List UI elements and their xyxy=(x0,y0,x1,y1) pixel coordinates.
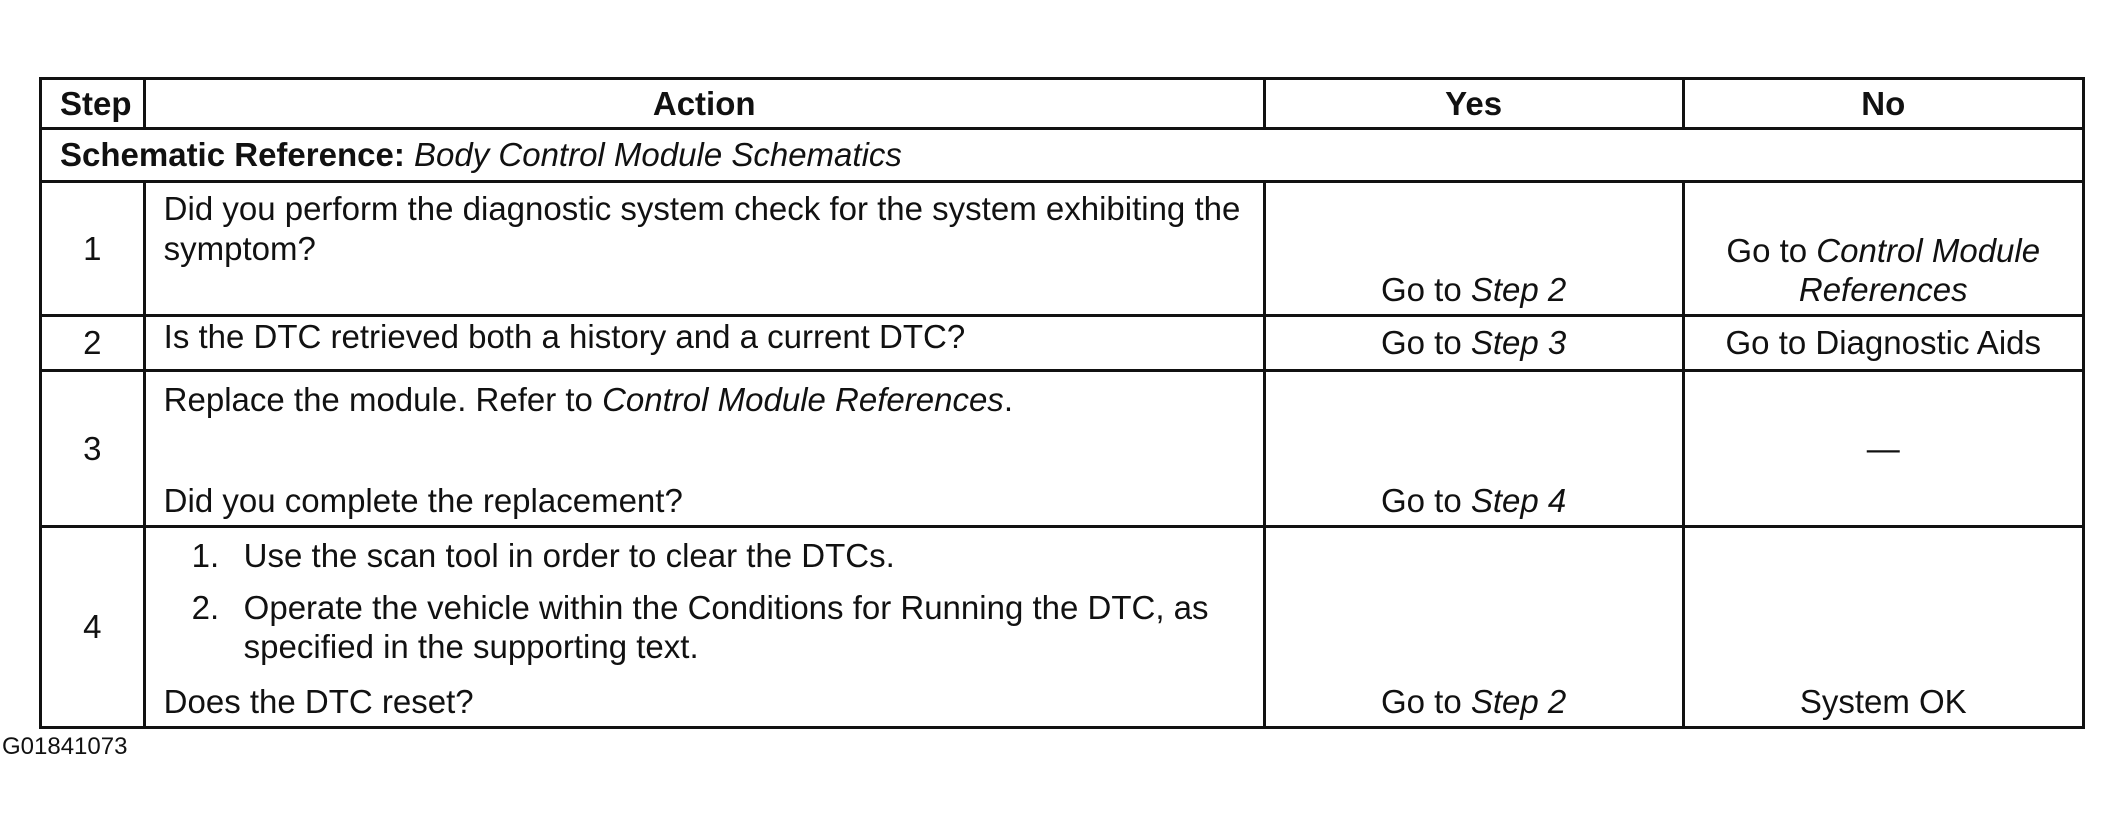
yes-cell xyxy=(1264,182,1683,316)
header-yes: Yes xyxy=(1264,79,1683,129)
no-reference-link[interactable]: Control Module References xyxy=(1798,231,2041,309)
action-text: Did you perform the diagnostic system check for the system exhibiting the symptom? xyxy=(144,182,1264,316)
list-item: 2. Operate the vehicle within the Conditions for Running the DTC, as specified in the supporting text. xyxy=(191,588,1209,666)
yes-prefix: Go to xyxy=(1380,324,1471,362)
yes-step-link[interactable]: Step 2 xyxy=(1470,271,1567,309)
yes-step-link[interactable]: Step 3 xyxy=(1470,324,1567,362)
figure-id: G01841073 xyxy=(2,733,128,760)
table-row xyxy=(41,371,2084,527)
no-cell: System OK xyxy=(1683,527,2084,728)
table-row xyxy=(41,527,2084,728)
step-number: 3 xyxy=(41,371,145,527)
schematic-reference-label: Schematic Reference: xyxy=(60,136,405,174)
step-number: 2 xyxy=(41,316,145,371)
action-question: Did you complete the replacement? xyxy=(163,482,683,520)
header-row xyxy=(41,79,2084,129)
action-steps-list xyxy=(164,536,1245,667)
header-no: No xyxy=(1683,79,2084,129)
action-question: Does the DTC reset? xyxy=(163,683,474,721)
header-action: Action xyxy=(144,79,1264,129)
yes-prefix: Go to xyxy=(1380,683,1471,721)
header-step: Step xyxy=(41,79,145,129)
schematic-reference-row xyxy=(41,129,2084,182)
action-cell xyxy=(144,527,1264,728)
action-text: Is the DTC retrieved both a history and a current DTC? xyxy=(144,316,1264,371)
diagnostic-table xyxy=(39,77,2085,729)
yes-cell xyxy=(1264,527,1683,728)
action-cell xyxy=(144,371,1264,527)
list-item: 1. Use the scan tool in order to clear the DTCs. xyxy=(191,537,895,574)
yes-prefix: Go to xyxy=(1380,271,1471,309)
yes-cell xyxy=(1264,371,1683,527)
no-prefix: Go to xyxy=(1726,231,1817,269)
action-instruction: Replace the module. Refer to Control Module References. xyxy=(163,381,1013,418)
yes-prefix: Go to xyxy=(1380,482,1471,520)
no-cell xyxy=(1683,182,2084,316)
yes-cell xyxy=(1264,316,1683,371)
control-module-references-link[interactable]: Control Module References xyxy=(602,381,1004,418)
schematic-reference xyxy=(41,129,2084,182)
schematic-reference-link[interactable]: Body Control Module Schematics xyxy=(414,136,902,174)
no-cell-dash: — xyxy=(1683,371,2084,527)
step-number: 4 xyxy=(41,527,145,728)
table-row xyxy=(41,182,2084,316)
table-row xyxy=(41,316,2084,371)
step-number: 1 xyxy=(41,182,145,316)
yes-step-link[interactable]: Step 2 xyxy=(1470,683,1567,721)
no-diagnostic-aids-link[interactable]: Go to Diagnostic Aids xyxy=(1683,316,2084,371)
yes-step-link[interactable]: Step 4 xyxy=(1470,482,1567,520)
